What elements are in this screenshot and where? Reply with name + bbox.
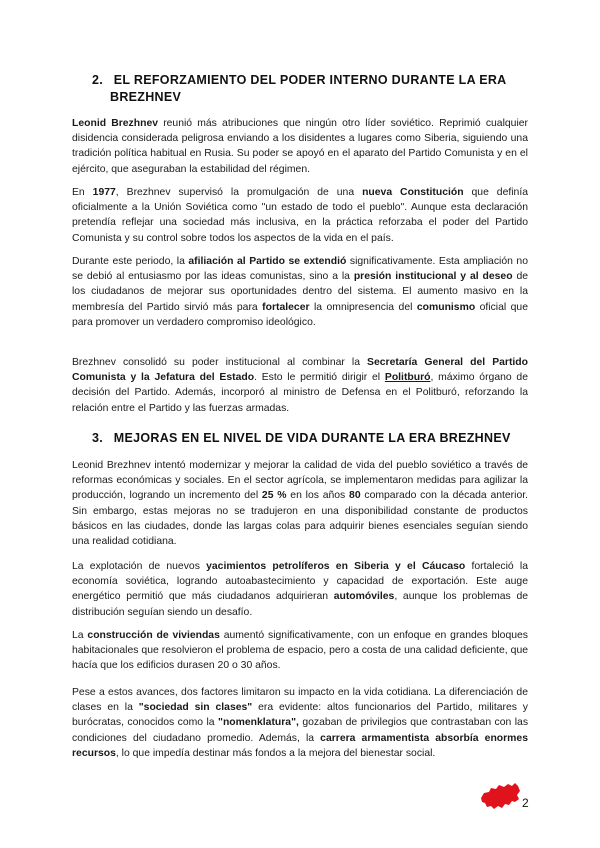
text: , aunque los problemas de distribución seguían siendo un desafío. [72, 591, 528, 618]
text: de los ciudadanos de mejorar sus oportunidades dentro del sistema. El aumento masivo en la membresía del Partido sirvió más para [72, 271, 529, 313]
text: Durante este periodo, la [72, 256, 189, 267]
section-2-number: 2. [92, 73, 104, 87]
text: La explotación de nuevos [72, 561, 207, 572]
text: gozaban de privilegios que contrastaban con las condiciones del ciudadano promedio. Además, la [72, 717, 529, 744]
text: La [72, 630, 88, 641]
ussr-map-shape [481, 783, 520, 809]
text: Brezhnev consolidó su poder institucional al combinar la [72, 357, 368, 368]
section-3-paragraph-2 [72, 559, 528, 620]
text: En [72, 187, 93, 198]
section-3-number: 3. [92, 431, 104, 445]
text: comparado con la década anterior. Sin embargo, estas mejoras no se tradujeron en una disponibilidad constante de productos básicos en las ciudades, donde las largas colas para adquirir bienes esenciales seguían siendo una realidad cotidiana. [72, 490, 529, 548]
bold-underlined-text: Politburó [384, 372, 431, 384]
text: la omnipresencia del [309, 301, 417, 313]
bold-text: 1977 [92, 187, 116, 198]
text: , máximo órgano de decisión del Partido. Además, incorporó al ministro de Defensa en el Politburó, reforzando la relación entre el Partido y las fuerzas armadas. [72, 372, 528, 414]
text: , lo que impedía destinar más fondos a la mejora del bienestar social. [115, 747, 436, 759]
section-3-title: MEJORAS EN EL NIVEL DE VIDA DURANTE LA ERA BREZHNEV [113, 431, 511, 445]
text: era evidente: altos funcionarios del Partido, militares y burócratas, conocidos como la [72, 702, 529, 729]
bold-text: "nomenklatura", [218, 717, 299, 729]
bold-text: automóviles [333, 591, 395, 603]
section-3-paragraph-3 [72, 628, 528, 674]
bold-text: "sociedad sin clases" [138, 702, 253, 714]
bold-text: Leonid Brezhnev [72, 118, 159, 129]
section-3-paragraph-4 [72, 685, 528, 761]
section-2-paragraph-2 [72, 185, 528, 246]
bold-text: afiliación al Partido se extendió [188, 256, 347, 267]
text: reunió más atribuciones que ningún otro líder soviético. Reprimió cualquier disidencia considerada peligrosa enviando a los disidentes a lugares como Siberia, siguiendo una tradición política habitual en Rusia. Su poder se apoyó en el aparato del Partido Comunista y en el ejército, que aseguraban la estabilidad del régimen. [72, 118, 529, 175]
text: , Brezhnev supervisó la promulgación de una [115, 187, 363, 198]
section-2-paragraph-1 [72, 116, 528, 177]
text: Pese a estos avances, dos factores limitaron su impacto en la vida cotidiana. La diferenciación de clases en la [72, 687, 528, 714]
text: aumentó significativamente, con un enfoque en grandes bloques habitacionales que resolvieron el problema de espacio, pero a costa de una calidad deficiente, que hacía que los edificios durasen 20 o 30 años. [72, 630, 528, 672]
bold-text: fortalecer [262, 301, 310, 313]
text: significativamente. Esta ampliación no se debió al entusiasmo por las ideas comunistas, sino a la [72, 256, 528, 283]
text: Leonid Brezhnev intentó modernizar y mejorar la calidad de vida del pueblo soviético a través de reformas económicas y sociales. En el sector agrícola, se implementaron medidas para agilizar la producción, logrando un incremento del [72, 460, 528, 502]
bold-text: Secretaría General del Partido Comunista y la Jefatura del Estado [72, 357, 528, 384]
text: . Esto le permitió dirigir el [254, 372, 385, 384]
text: oficial que para promover un verdadero compromiso ideológico. [72, 301, 528, 328]
text: que definía oficialmente a la Unión Soviética como "un estado de todo el pueblo". Aunque esta declaración pretendía reflejar una sociedad más inclusiva, en la práctica reforzaba el poder del Partido Comunista y su control sobre todos los aspectos de la vida en el país. [72, 187, 528, 244]
bold-text: 80 [349, 490, 361, 502]
section-2-title-line1: EL REFORZAMIENTO DEL PODER INTERNO DURANTE LA ERA [113, 73, 507, 87]
section-2-heading [92, 72, 528, 106]
section-3-paragraph-1 [72, 458, 528, 549]
section-3-heading [92, 430, 528, 447]
bold-text: comunismo [416, 301, 476, 313]
text: en los años [286, 490, 350, 502]
bold-text: yacimientos petrolíferos en Siberia y el Cáucaso [206, 561, 466, 572]
bold-text: nueva Constitución [362, 187, 464, 198]
bold-text: construcción de viviendas [87, 630, 220, 641]
text: fortaleció la economía soviética, logrando autoabastecimiento y capacidad de exportación. Este auge energético permitió que más ciudadanos adquirieran [72, 561, 528, 603]
section-2-paragraph-3 [72, 254, 528, 330]
section-2-title-line2: BREZHNEV [110, 90, 182, 104]
bold-text: 25 % [261, 490, 287, 502]
ussr-map-icon [478, 780, 522, 814]
bold-text: carrera armamentista absorbía enormes recursos [72, 732, 528, 759]
page-number: 2 [522, 796, 529, 810]
section-2-paragraph-4 [72, 355, 528, 416]
bold-text: presión institucional y al deseo [353, 271, 513, 283]
